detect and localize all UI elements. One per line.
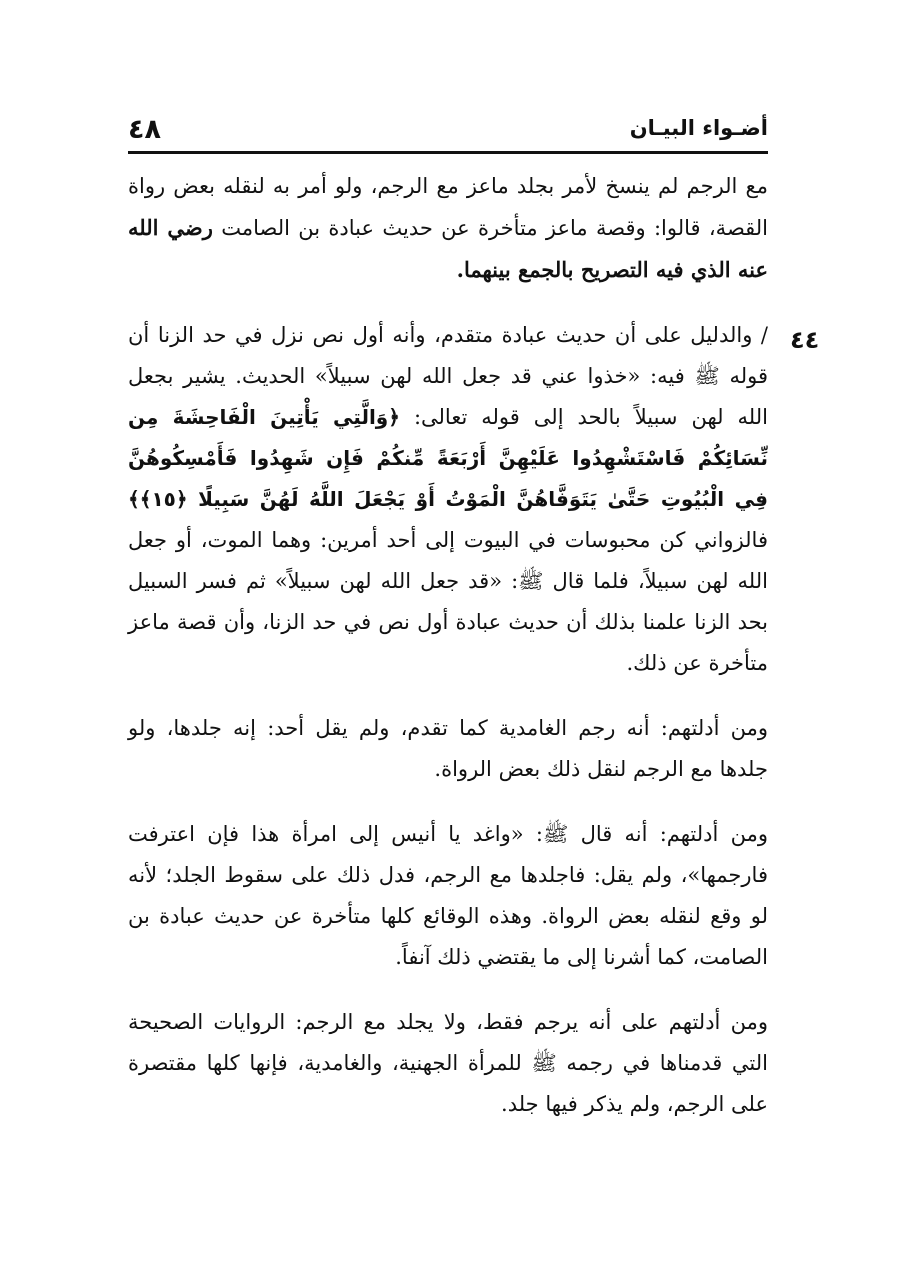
paragraph-1 <box>128 166 768 291</box>
page-body <box>128 166 768 1149</box>
margin-page-reference: ٤٤ <box>790 326 820 354</box>
page-number: ٤٨ <box>128 114 161 145</box>
paragraph-3: ومن أدلتهم: أنه رجم الغامدية كما تقدم، ولم يقل أحد: إنه جلدها، ولو جلدها مع الرجم لنقل ذلك بعض الرواة. <box>128 716 768 781</box>
paragraph-1-bold-text: رضي الله عنه الذي فيه التصريح بالجمع بينهما. <box>128 215 768 282</box>
page-header <box>128 110 768 148</box>
paragraph-5: ومن أدلتهم على أنه يرجم فقط، ولا يجلد مع الرجم: الروايات الصحيحة التي قدمناها في رجمه ﷺ للمرأة الجهنية، والغامدية، فإنها كلها مقتصرة على الرجم، ولم يذكر فيها جلد. <box>128 1010 768 1116</box>
quran-verse: ﴿وَالَّتِي يَأْتِينَ الْفَاحِشَةَ مِن نِّسَائِكُمْ فَاسْتَشْهِدُوا عَلَيْهِنَّ أَرْبَعَةً مِّنكُمْ فَإِن شَهِدُوا فَأَمْسِكُوهُنَّ فِي الْبُيُوتِ حَتَّىٰ يَتَوَفَّاهُنَّ الْمَوْتُ أَوْ يَجْعَلَ اللَّهُ لَهُنَّ سَبِيلًا ﴿١٥﴾﴾ <box>128 405 768 511</box>
header-divider <box>128 151 768 154</box>
paragraph-2 <box>128 315 768 684</box>
book-title: أضـواء البيـان <box>629 116 768 140</box>
paragraph-1-text: مع الرجم لم ينسخ لأمر بجلد ماعز مع الرجم، ولو أمر به لنقله بعض رواة القصة، قالوا: وقصة ماعز متأخرة عن حديث عبادة بن الصامت <box>128 174 769 240</box>
paragraph-4: ومن أدلتهم: أنه قال ﷺ: «واغد يا أنيس إلى امرأة هذا فإن اعترفت فارجمها»، ولم يقل: فاجلدها مع الرجم، فدل ذلك على سقوط الجلد؛ لأنه لو وقع لنقله بعض الرواة. وهذه الوقائع كلها متأخرة عن حديث عبادة بن الصامت، كما أشرنا إلى ما يقتضي ذلك آنفاً. <box>128 822 768 969</box>
paragraph-2-intro: / والدليل على أن حديث عبادة متقدم، وأنه أول نص نزل في حد الزنا أن قوله ﷺ فيه: «خذوا عني قد جعل الله لهن سبيلاً» الحديث. يشير بجعل الله لهن سبيلاً بالحد إلى قوله تعالى: <box>128 323 768 429</box>
paragraph-2-rest: فالزواني كن محبوسات في البيوت إلى أحد أمرين: وهما الموت، أو جعل الله لهن سبيلاً، فلما قال ﷺ: «قد جعل الله لهن سبيلاً» ثم فسر السبيل بحد الزنا علمنا بذلك أن حديث عبادة أول نص في حد الزنا، وأن قصة ماعز متأخرة عن ذلك. <box>128 528 768 675</box>
